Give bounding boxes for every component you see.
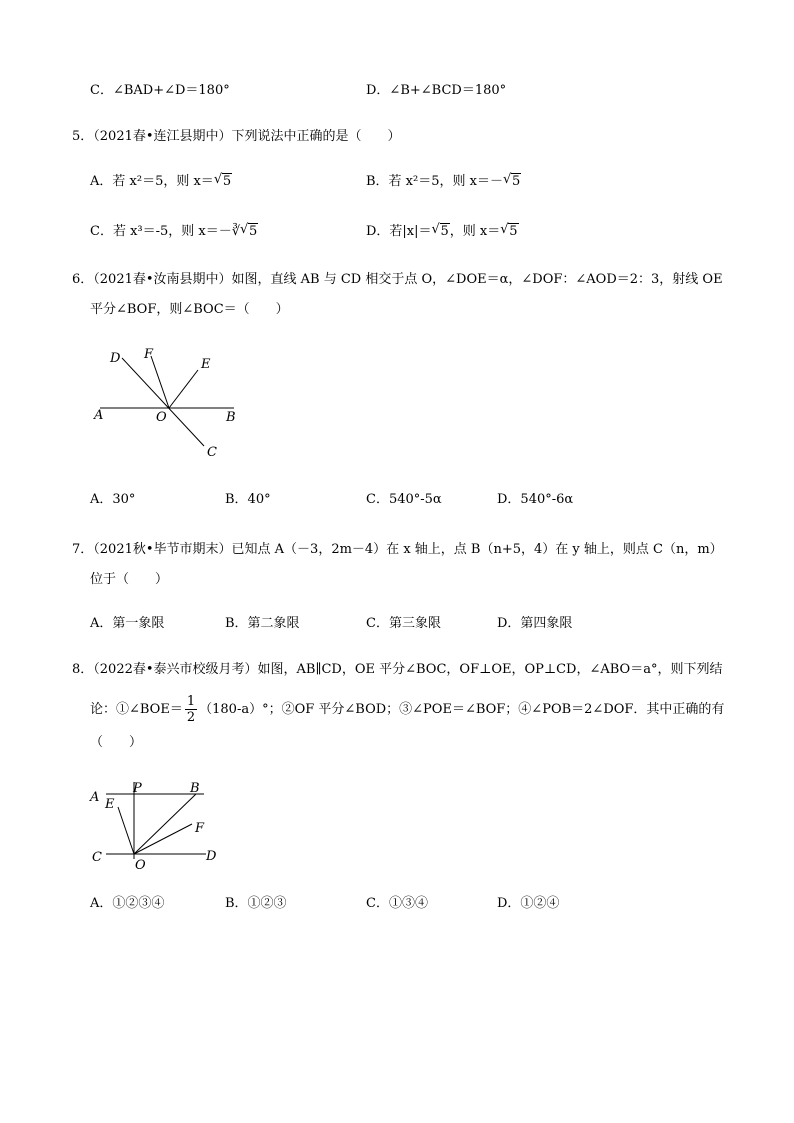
sqrt-symbol: √ 5 [500,222,518,239]
sqrt-symbol: √ 5 [240,222,258,239]
q7-option-a: A．第一象限 [90,616,165,631]
ray-of [151,356,169,408]
q5-option-c: C．若 x³＝-5，则 x＝－∛ √ 5 [90,222,258,242]
q6-option-c: C．540°-5α [366,492,442,507]
q8-option-b: B．①②③ [225,896,287,911]
q8-option-c: C．①③④ [366,896,428,911]
q6-figure [86,340,246,462]
label-o: O [156,410,167,425]
q8-figure [86,777,226,873]
q7-option-b: B．第二象限 [225,616,300,631]
q6-option-b: B．40° [225,492,271,507]
label-e: E [201,357,211,372]
q7-stem-line2: 位于（ ） [90,572,169,587]
q7-option-c: C．第三象限 [366,616,441,631]
label-c: C [207,445,217,460]
fraction-half: $\frac{1}{2}$ [186,694,196,725]
label-o: O [135,858,146,873]
label-a: A [94,408,104,423]
q7-stem-line1: 7．（2021秋•毕节市期末）已知点 A（－3，2m－4）在 x 轴上，点 B（n+5，4）在 y 轴上，则点 C（n，m） [72,542,723,557]
ray-of [134,824,192,854]
label-c: C [92,850,102,865]
label-d: D [206,849,217,864]
label-p: P [133,781,142,796]
q5-option-b: B．若 x²＝5，则 x＝－ √ 5 [366,172,521,192]
q5-option-d: D．若|x|＝ √ 5，则 x＝ √ 5 [366,222,519,242]
q8-stem-line2: 论：①∠BOE＝ $\frac{1}{2}$ （180-a）°；②OF 平分∠BOD；③∠POE＝∠BOF；④∠POB＝2∠DOF．其中正确的有 [90,694,725,725]
q7-option-d: D．第四象限 [497,616,573,631]
label-b: B [190,781,200,796]
label-f: F [144,347,154,362]
ray-oe [118,807,134,854]
label-b: B [226,410,236,425]
q5-option-a: A．若 x²＝5，则 x＝ √ 5 [90,172,232,192]
line-cd [122,358,204,446]
label-e: E [105,797,115,812]
q8-option-d: D．①②④ [497,896,560,911]
q6-option-a: A．30° [90,492,136,507]
ray-oe [169,370,198,408]
label-f: F [195,821,205,836]
sqrt-symbol: √ 5 [431,222,449,239]
sqrt-symbol: √ 5 [213,172,232,189]
sqrt-symbol: √ 5 [502,172,521,189]
q5-stem: 5．（2021春•连江县期中）下列说法中正确的是（ ） [72,129,401,144]
label-d: D [110,351,121,366]
q4-option-c: C．∠BAD+∠D＝180° [90,83,230,98]
q4-option-d: D．∠B+∠BCD＝180° [366,83,507,98]
q8-stem-line1: 8．（2022春•泰兴市校级月考）如图，AB∥CD，OE 平分∠BOC，OF⊥OE，OP⊥CD，∠ABO＝a°，则下列结 [72,662,723,677]
q8-option-a: A．①②③④ [90,896,165,911]
q8-stem-line3: （ ） [90,735,143,750]
q6-stem-line1: 6．（2021春•汝南县期中）如图，直线 AB 与 CD 相交于点 O，∠DOE＝α，∠DOF：∠AOD＝2：3，射线 OE [72,272,723,287]
q6-stem-line2: 平分∠BOF，则∠BOC＝（ ） [90,302,289,317]
label-a: A [90,790,100,805]
q6-option-d: D．540°-6α [497,492,574,507]
line-ob [134,794,196,854]
